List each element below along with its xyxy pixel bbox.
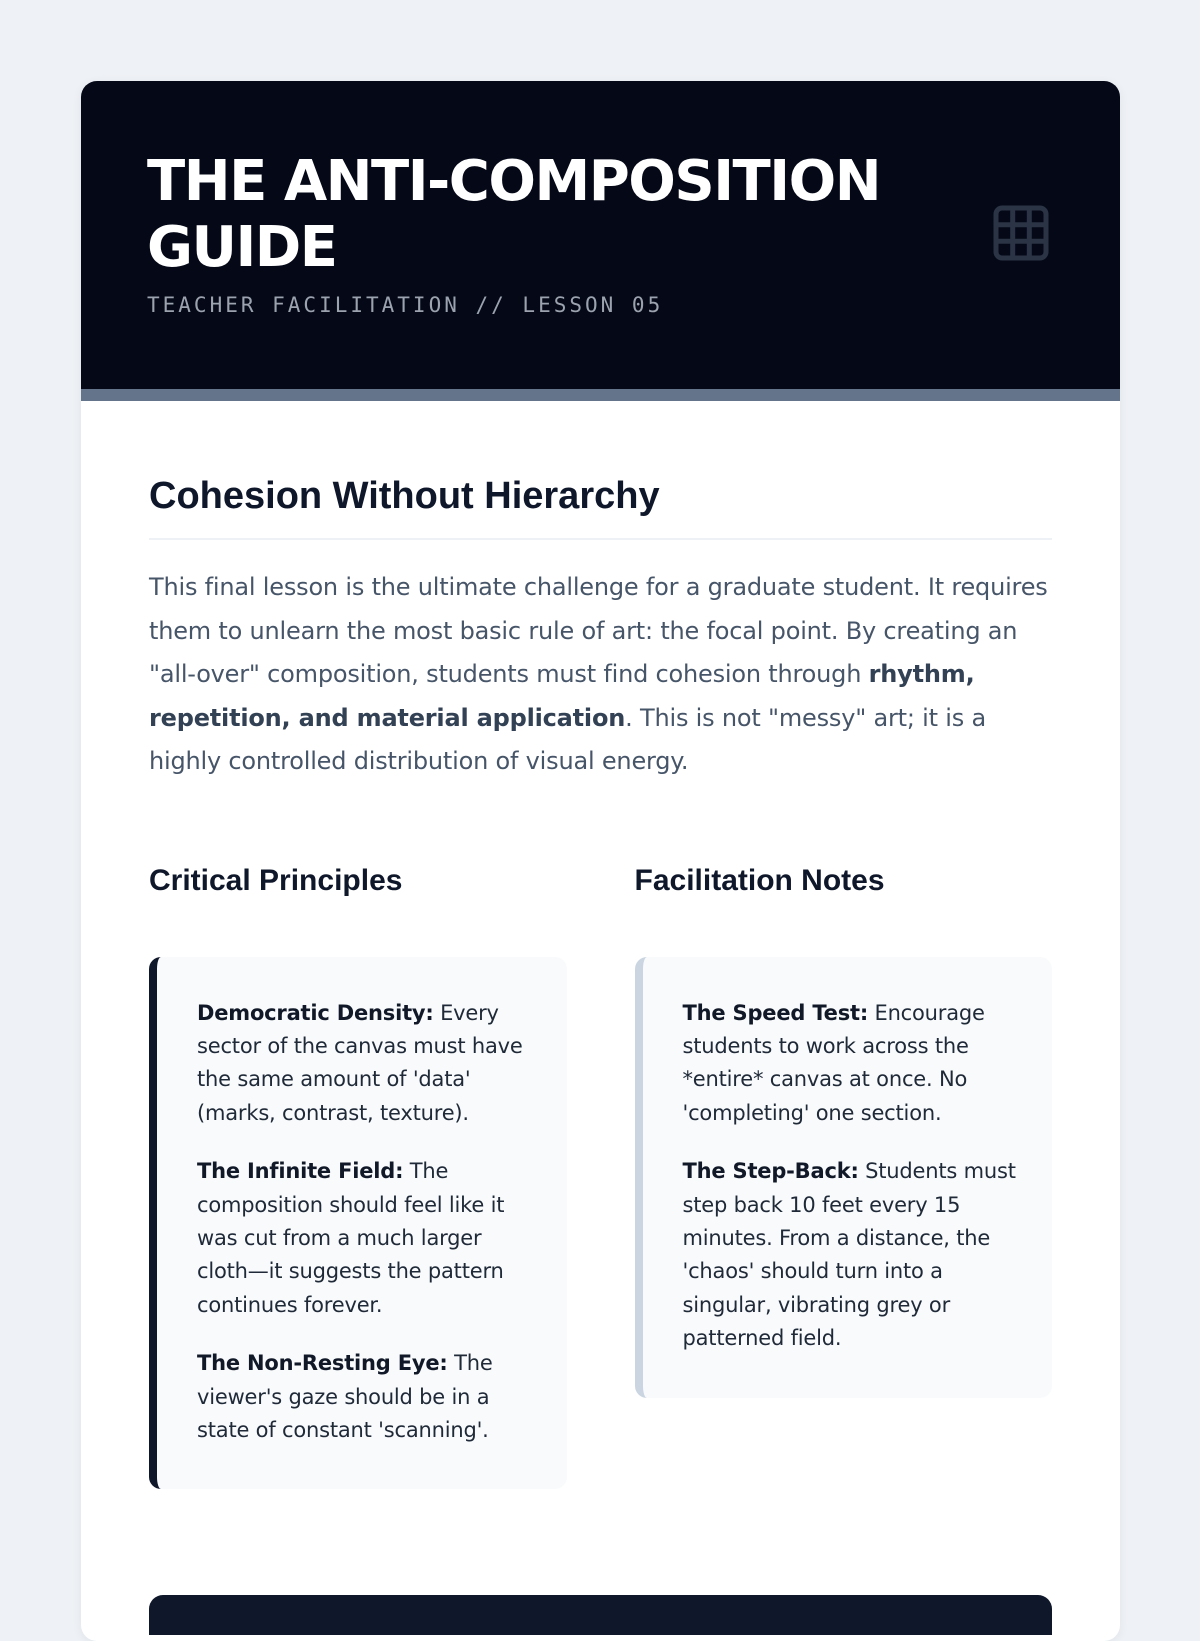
principles-column	[149, 862, 567, 1490]
principle-term: Democratic Density:	[197, 1000, 434, 1025]
principle-term: The Non-Resting Eye:	[197, 1351, 448, 1376]
intro-text-2: . This is not "messy" art; it is a highly controlled distribution of visual energy.	[149, 703, 986, 775]
lesson-content	[81, 472, 1120, 1489]
next-section-bar	[149, 1595, 1052, 1635]
notes-box	[635, 957, 1053, 1398]
principle-text: The viewer's gaze should be in a state of constant 'scanning'.	[197, 1351, 493, 1442]
notes-column	[635, 862, 1053, 1490]
grid-icon	[992, 204, 1050, 262]
note-term: The Step-Back:	[682, 1159, 859, 1184]
intro-paragraph	[149, 566, 1052, 784]
note-term: The Speed Test:	[682, 1000, 869, 1025]
principle-item	[197, 997, 537, 1131]
section-title: Cohesion Without Hierarchy	[149, 472, 1052, 540]
principle-text: The composition should feel like it was cut from a much larger cloth—it suggests the pattern continues forever.	[197, 1159, 505, 1317]
notes-title: Facilitation Notes	[634, 863, 885, 897]
note-item	[683, 997, 1023, 1131]
lesson-subtitle: TEACHER FACILITATION // LESSON 05	[147, 293, 664, 317]
intro-text-1: This final lesson is the ultimate challenge for a graduate student. It requires them to unlearn the most basic rule of art: the focal point. By creating an "all-over" composition, students must find cohesion through	[149, 573, 1048, 688]
page-title: THE ANTI-COMPOSITION GUIDE	[147, 149, 881, 280]
two-column-layout	[149, 862, 1052, 1490]
principles-title: Critical Principles	[149, 863, 403, 897]
note-text: Students must step back 10 feet every 15 minutes. From a distance, the 'chaos' should turn into a singular, vibrating grey or patterned field.	[682, 1159, 1016, 1351]
principles-box	[149, 957, 567, 1490]
principle-text: Every sector of the canvas must have the same amount of 'data' (marks, contrast, texture).	[197, 1000, 523, 1125]
lesson-card	[81, 81, 1120, 1641]
lesson-header	[81, 81, 1120, 401]
principle-term: The Infinite Field:	[197, 1159, 404, 1184]
principle-item	[197, 1155, 537, 1322]
note-text: Encourage students to work across the *entire* canvas at once. No 'completing' one section.	[682, 1000, 985, 1125]
principle-item	[197, 1347, 537, 1447]
intro-emphasis: rhythm, repetition, and material application	[149, 660, 975, 732]
note-item	[683, 1155, 1023, 1355]
